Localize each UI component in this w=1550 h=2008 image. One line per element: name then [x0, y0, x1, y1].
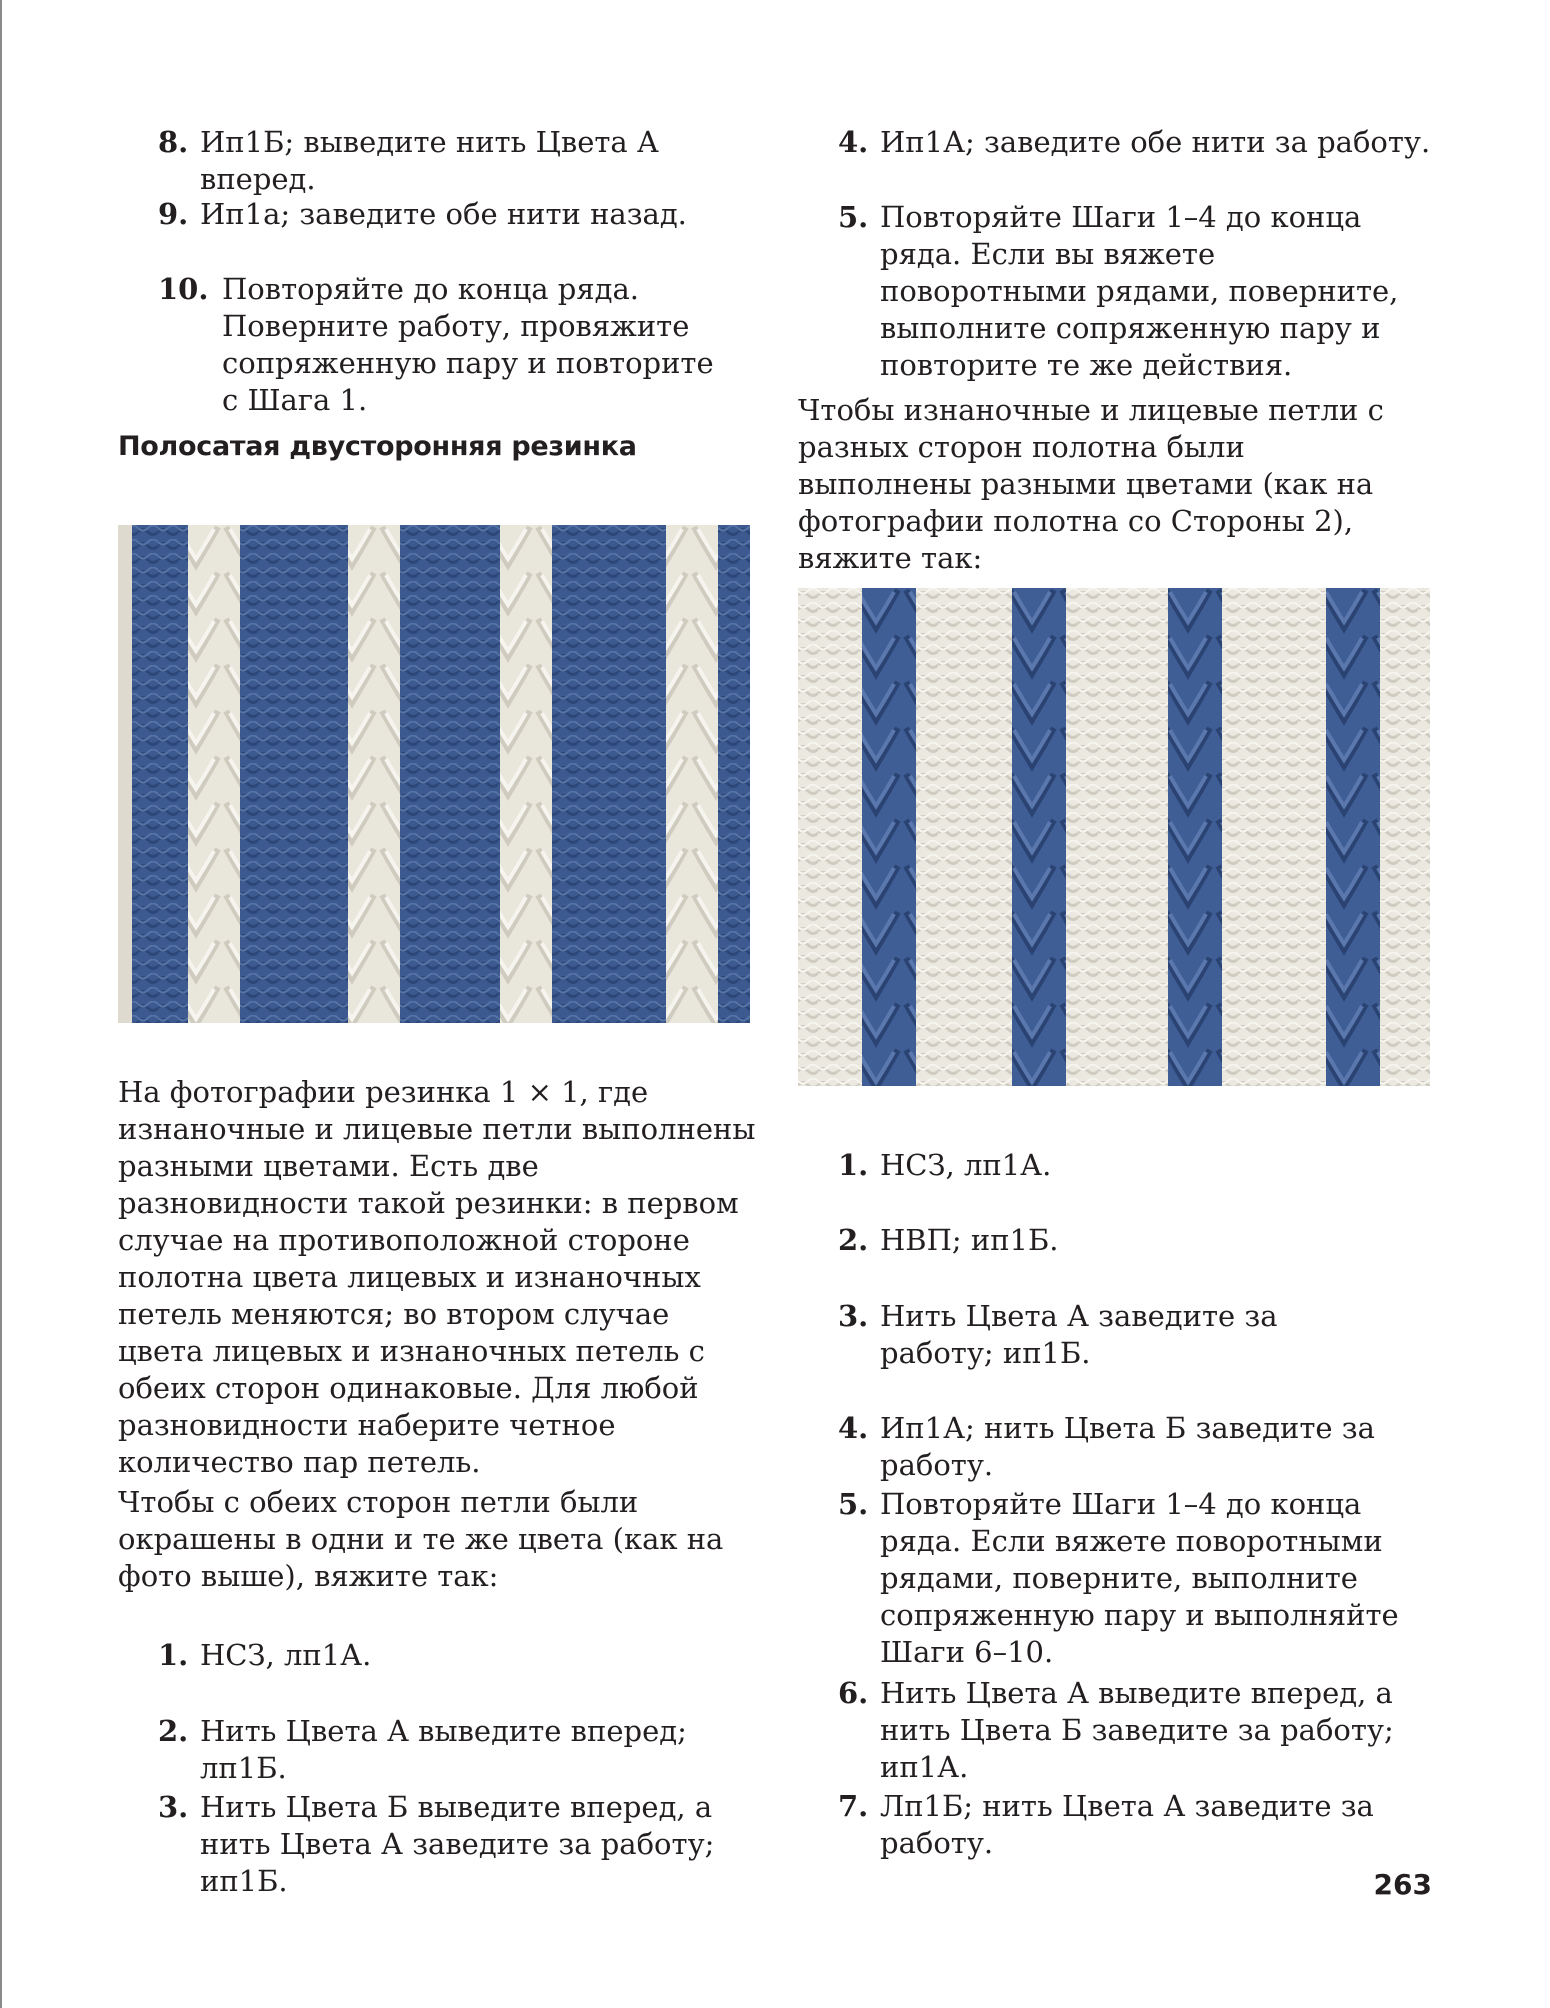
step-text: Повторяйте Шаги 1–4 до конца ряда. Если вяжете поворотными рядами, поверните, выполните сопряженную пару и выполняйте Шаги 6–10.: [880, 1487, 1399, 1669]
step-text: Лп1Б; нить Цвета А заведите за работу.: [880, 1789, 1374, 1860]
step-5: [838, 199, 1418, 384]
section-heading: Полосатая двусторонняя резинка: [118, 431, 637, 462]
step-number: 5.: [838, 1487, 869, 1521]
step-text: НСЗ, лп1А.: [880, 1148, 1052, 1182]
step-3: [838, 1298, 1398, 1372]
step-number: 1.: [158, 1638, 189, 1672]
step-number: 9.: [158, 197, 189, 231]
step-number: 4.: [838, 1411, 869, 1445]
step-text: НСЗ, лп1А.: [200, 1638, 372, 1672]
ribbing-photo-side-2: [798, 588, 1430, 1086]
step-4: [838, 124, 1438, 161]
description-paragraph: На фотографии резинка 1 × 1, где изнаночные и лицевые петли выполнены разными цветами. Есть две разновидности такой резинки: в первом случае на противоположной стороне полотна цвета лицевых и изнаночных петель меняются; во втором случае цвета лицевых и изнаночных петель с обеих сторон одинаковые. Для любой разновидности наберите четное количество пар петель.: [118, 1075, 756, 1479]
step-text: Повторяйте до конца ряда. Поверните работу, провяжите сопряженную пару и повторите с Шага 1.: [222, 272, 714, 417]
step-number: 3.: [838, 1299, 869, 1333]
step-text: Ип1а; заведите обе нити назад.: [200, 197, 687, 231]
step-text: Ип1А; заведите обе нити за работу.: [880, 125, 1431, 159]
step-6: [838, 1675, 1438, 1786]
step-1: [838, 1147, 1438, 1184]
step-number: 2.: [838, 1223, 869, 1257]
page-edge-line: [0, 0, 2, 2008]
step-number: 6.: [838, 1676, 869, 1710]
step-2: [158, 1713, 758, 1787]
step-number: 8.: [158, 125, 189, 159]
step-text: НВП; ип1Б.: [880, 1223, 1059, 1257]
step-number: 5.: [838, 200, 869, 234]
instruction-intro-paragraph: Чтобы с обеих сторон петли были окрашены в одни и те же цвета (как на фото выше), вяжите так:: [118, 1485, 724, 1593]
step-text: Ип1А; нить Цвета Б заведите за работу.: [880, 1411, 1375, 1482]
step-number: 10.: [158, 272, 209, 306]
step-2: [838, 1222, 1438, 1259]
step-7: [838, 1788, 1438, 1862]
step-text: Нить Цвета А выведите вперед, а нить Цвета Б заведите за работу; ип1А.: [880, 1676, 1394, 1784]
step-10: [158, 271, 718, 419]
step-1: [158, 1637, 758, 1674]
ribbing-photo-side-1: [118, 525, 750, 1023]
step-5: [838, 1486, 1418, 1671]
ribbing-photo-image: [118, 525, 750, 1023]
step-number: 3.: [158, 1790, 189, 1824]
step-text: Ип1Б; выведите нить Цвета А вперед.: [200, 125, 659, 196]
step-4: [838, 1410, 1438, 1484]
step-text: Повторяйте Шаги 1–4 до конца ряда. Если вы вяжете поворотными рядами, поверните, выполните сопряженную пару и повторите те же действия.: [880, 200, 1399, 382]
ribbing-photo-image: [798, 588, 1430, 1086]
step-text: Нить Цвета Б выведите вперед, а нить Цвета А заведите за работу; ип1Б.: [200, 1790, 715, 1898]
step-8: [158, 124, 758, 198]
step-text: Нить Цвета А заведите за работу; ип1Б.: [880, 1299, 1278, 1370]
step-3: [158, 1789, 738, 1900]
step-number: 1.: [838, 1148, 869, 1182]
step-number: 7.: [838, 1789, 869, 1823]
page-number: 263: [1373, 1868, 1432, 1901]
step-text: Нить Цвета А выведите вперед; лп1Б.: [200, 1714, 687, 1785]
step-9: [158, 196, 758, 233]
step-number: 2.: [158, 1714, 189, 1748]
step-number: 4.: [838, 125, 869, 159]
instruction-intro-paragraph: Чтобы изнаночные и лицевые петли с разных сторон полотна были выполнены разными цветами (как на фотографии полотна со Стороны 2), вяжите так:: [798, 393, 1384, 575]
